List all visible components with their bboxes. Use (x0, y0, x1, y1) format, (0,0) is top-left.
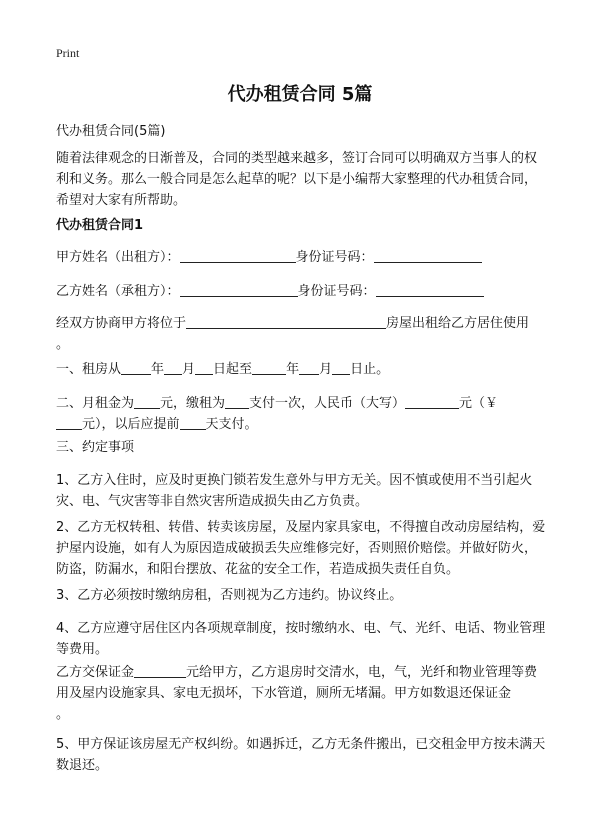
clause-1-text: 日止。 (350, 362, 390, 377)
property-address-blank (186, 314, 386, 329)
blank (225, 394, 249, 409)
party-a-id-blank (374, 248, 482, 263)
print-link[interactable]: Print (56, 46, 80, 60)
blank (195, 360, 213, 375)
term-4: 4、乙方应遵守居住区内各项规章制度，按时缴纳水、电、气、光纤、电话、物业管理等费用。 (56, 621, 546, 657)
term-2: 2、乙方无权转租、转借、转卖该房屋，及屋内家具家电，不得擅自改动房屋结构，爱护屋内设施，如有人为原因造成破损丢失应维修完好，否则照价赔偿。并做好防火，防盗，防漏水，和阳台摆放、花盆的安全工作，若造成损失责任自负。 (56, 520, 546, 577)
clause-2-text: 元（￥ (459, 396, 499, 411)
blank (180, 415, 206, 430)
blank (332, 360, 350, 375)
term-3: 3、乙方必须按时缴纳房租，否则视为乙方违约。协议终止。 (56, 588, 403, 603)
clause-2 (56, 393, 548, 435)
party-b-id-label: 身份证号码： (297, 284, 376, 299)
agreement-lead: 经双方协商甲方将位于 (56, 316, 187, 331)
party-b-line (56, 281, 548, 302)
party-a-line (56, 247, 548, 268)
party-b-name-label: 乙方姓名（承租方）： (56, 284, 180, 299)
party-a-name-label: 甲方姓名（出租方）： (56, 250, 180, 265)
blank (252, 360, 286, 375)
blank (134, 394, 160, 409)
party-a-name-blank (180, 248, 296, 263)
intro-paragraph: 随着法律观念的日渐普及，合同的类型越来越多，签订合同可以明确双方当事人的权利和义务。那么一般合同是怎么起草的呢？以下是小编帮大家整理的代办租赁合同，希望对大家有所帮助。 (56, 151, 538, 208)
section-heading: 代办租赁合同1 (56, 218, 144, 233)
document-title: 代办租赁合同 5篇 (227, 84, 373, 105)
clause-1-text: 年 (151, 362, 165, 377)
clause-1-text: 月 (182, 362, 196, 377)
clause-2-text: 支付一次，人民币（大写） (249, 396, 406, 411)
deposit-paragraph (56, 662, 548, 725)
party-b-id-blank (376, 282, 484, 297)
party-a-id-label: 身份证号码： (295, 250, 374, 265)
term-1: 1、乙方入住时，应及时更换门锁若发生意外与甲方无关。因不慎或使用不当引起火灾、电、气灾害等非自然灾害所造成损失由乙方负责。 (56, 473, 533, 509)
blank (121, 360, 151, 375)
clause-2-text: 二、月租金为 (56, 396, 135, 411)
blank (56, 415, 82, 430)
agreement-paragraph (56, 313, 548, 355)
clause-1-text: 日起至 (213, 362, 253, 377)
blank (164, 360, 182, 375)
agreement-end: 。 (56, 337, 70, 352)
blank (299, 360, 319, 375)
agreement-tail: 房屋出租给乙方居住使用 (386, 316, 530, 331)
deposit-body: 元给甲方，乙方退房时交清水，电，气，光纤和物业管理等费用及屋内设施家具、家电无损坏，下水管道，厕所无堵漏。甲方如数退还保证金 (56, 665, 538, 701)
document-subtitle: 代办租赁合同(5篇) (56, 124, 166, 139)
clause-2-text: 元），以后应提前 (82, 417, 180, 432)
clause-1 (56, 359, 548, 380)
deposit-end: 。 (56, 707, 70, 722)
term-5: 5、甲方保证该房屋无产权纠纷。如遇拆迁，乙方无条件搬出，已交租金甲方按未满天数退还。 (56, 737, 546, 773)
blank (405, 394, 459, 409)
party-b-name-blank (180, 282, 298, 297)
deposit-amount-blank (134, 663, 186, 678)
clause-2-text: 天支付。 (205, 417, 258, 432)
clause-3-heading: 三、约定事项 (56, 440, 135, 455)
clause-1-text: 年 (286, 362, 300, 377)
deposit-lead: 乙方交保证金 (56, 665, 135, 680)
clause-2-text: 元，缴租为 (160, 396, 226, 411)
clause-1-text: 月 (319, 362, 333, 377)
clause-1-text: 一、租房从 (56, 362, 122, 377)
